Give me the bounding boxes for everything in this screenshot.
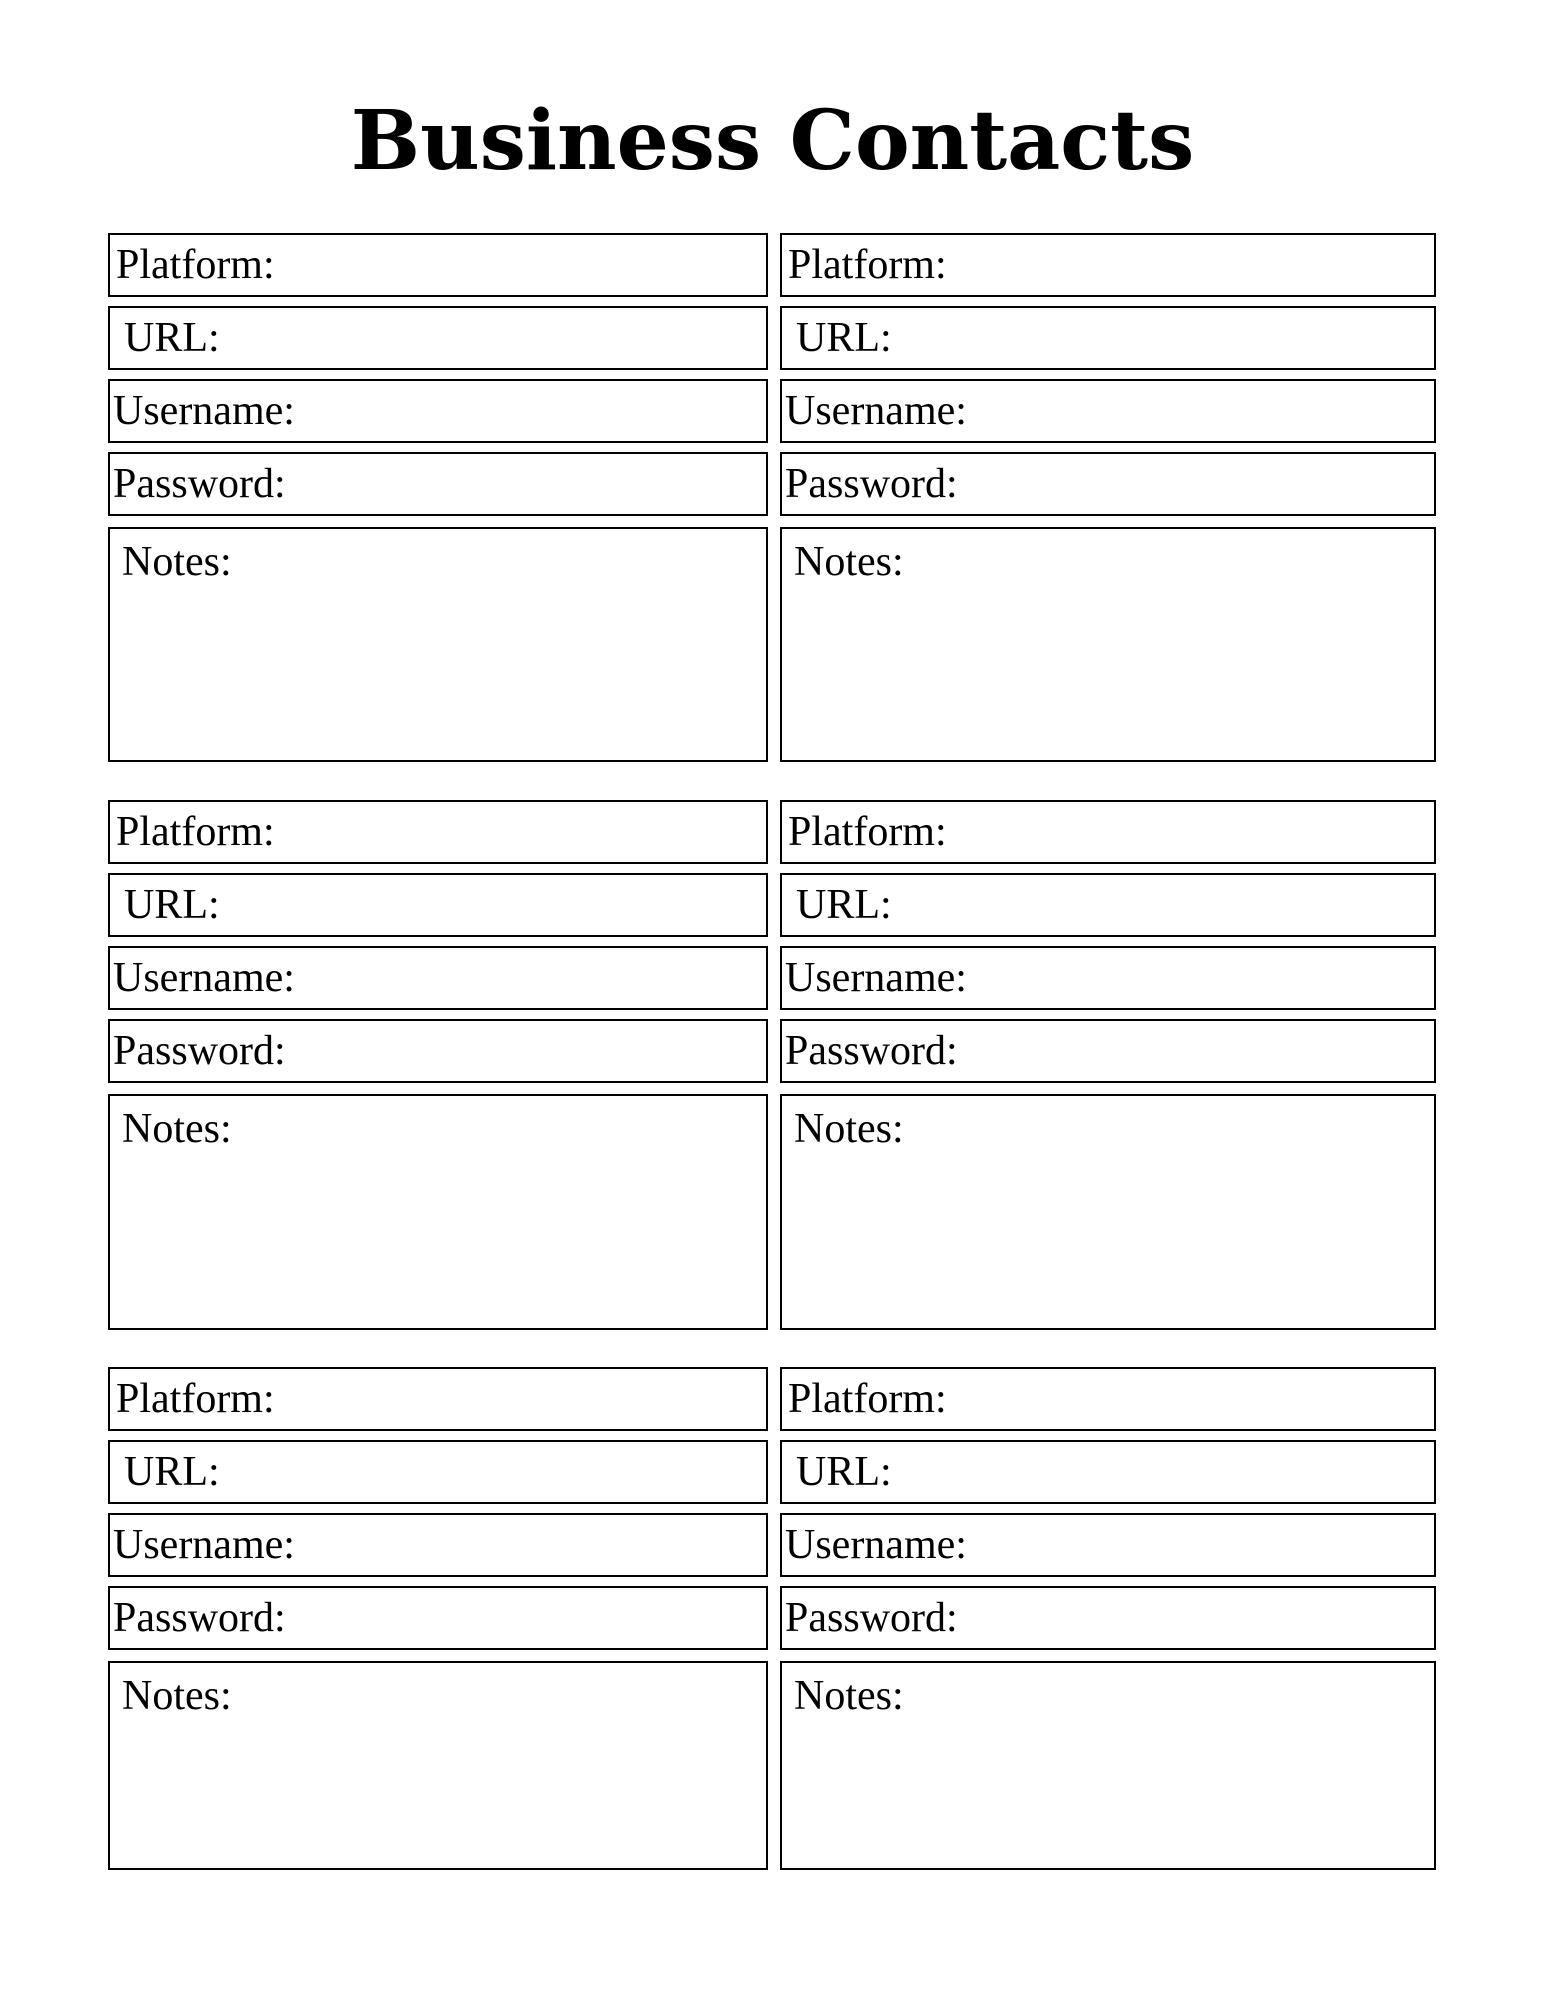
platform-label: Platform: — [788, 809, 947, 855]
password-label: Password: — [785, 1028, 958, 1074]
platform-field[interactable] — [780, 233, 1436, 297]
platform-value[interactable] — [947, 802, 1434, 862]
username-value[interactable] — [295, 948, 766, 1008]
username-value[interactable] — [967, 948, 1434, 1008]
platform-label: Platform: — [116, 1376, 275, 1422]
password-field[interactable] — [108, 1019, 768, 1083]
card-row-1 — [108, 233, 1436, 762]
notes-label: Notes: — [794, 1106, 904, 1152]
url-field[interactable] — [780, 873, 1436, 937]
platform-label: Platform: — [116, 242, 275, 288]
notes-field[interactable] — [780, 1094, 1436, 1330]
contact-card-1 — [108, 233, 768, 762]
platform-field[interactable] — [108, 800, 768, 864]
url-value[interactable] — [220, 308, 766, 368]
platform-value[interactable] — [947, 1369, 1434, 1429]
contact-card-6 — [780, 1367, 1436, 1870]
username-label: Username: — [113, 1522, 295, 1568]
notes-field[interactable] — [780, 527, 1436, 762]
password-field[interactable] — [780, 1019, 1436, 1083]
url-label: URL: — [124, 1449, 220, 1495]
platform-value[interactable] — [275, 235, 766, 295]
notes-field[interactable] — [780, 1661, 1436, 1870]
password-field[interactable] — [780, 1586, 1436, 1650]
notes-value[interactable] — [794, 583, 1434, 760]
url-label: URL: — [796, 1449, 892, 1495]
notes-value[interactable] — [122, 1717, 766, 1868]
username-field[interactable] — [108, 946, 768, 1010]
username-field[interactable] — [780, 379, 1436, 443]
notes-value[interactable] — [122, 583, 766, 760]
password-field[interactable] — [108, 1586, 768, 1650]
notes-label: Notes: — [794, 1673, 904, 1719]
notes-label: Notes: — [122, 1106, 232, 1152]
password-label: Password: — [785, 461, 958, 507]
username-label: Username: — [113, 955, 295, 1001]
url-field[interactable] — [108, 873, 768, 937]
url-value[interactable] — [220, 1442, 766, 1502]
username-value[interactable] — [295, 1515, 766, 1575]
password-value[interactable] — [286, 1021, 766, 1081]
username-label: Username: — [785, 1522, 967, 1568]
url-value[interactable] — [892, 875, 1434, 935]
contact-card-2 — [780, 233, 1436, 762]
url-value[interactable] — [220, 875, 766, 935]
platform-field[interactable] — [108, 1367, 768, 1431]
platform-label: Platform: — [788, 1376, 947, 1422]
notes-label: Notes: — [122, 539, 232, 585]
url-label: URL: — [124, 882, 220, 928]
card-row-3 — [108, 1367, 1436, 1870]
contact-card-4 — [780, 800, 1436, 1330]
notes-label: Notes: — [794, 539, 904, 585]
password-field[interactable] — [780, 452, 1436, 516]
platform-field[interactable] — [108, 233, 768, 297]
notes-label: Notes: — [122, 1673, 232, 1719]
notes-field[interactable] — [108, 527, 768, 762]
password-label: Password: — [113, 1028, 286, 1074]
username-label: Username: — [113, 388, 295, 434]
username-field[interactable] — [780, 1513, 1436, 1577]
url-value[interactable] — [892, 1442, 1434, 1502]
platform-field[interactable] — [780, 1367, 1436, 1431]
url-field[interactable] — [108, 306, 768, 370]
platform-value[interactable] — [947, 235, 1434, 295]
password-label: Password: — [785, 1595, 958, 1641]
platform-label: Platform: — [116, 809, 275, 855]
notes-value[interactable] — [794, 1717, 1434, 1868]
platform-field[interactable] — [780, 800, 1436, 864]
password-value[interactable] — [286, 454, 766, 514]
notes-field[interactable] — [108, 1094, 768, 1330]
username-label: Username: — [785, 388, 967, 434]
url-field[interactable] — [108, 1440, 768, 1504]
username-field[interactable] — [108, 379, 768, 443]
platform-value[interactable] — [275, 802, 766, 862]
username-value[interactable] — [295, 381, 766, 441]
notes-value[interactable] — [794, 1150, 1434, 1328]
url-value[interactable] — [892, 308, 1434, 368]
username-label: Username: — [785, 955, 967, 1001]
password-field[interactable] — [108, 452, 768, 516]
username-field[interactable] — [780, 946, 1436, 1010]
password-label: Password: — [113, 1595, 286, 1641]
page-title: Business Contacts — [350, 93, 1195, 189]
platform-value[interactable] — [275, 1369, 766, 1429]
notes-field[interactable] — [108, 1661, 768, 1870]
url-field[interactable] — [780, 1440, 1436, 1504]
password-value[interactable] — [958, 1588, 1434, 1648]
password-value[interactable] — [286, 1588, 766, 1648]
password-value[interactable] — [958, 1021, 1434, 1081]
platform-label: Platform: — [788, 242, 947, 288]
username-value[interactable] — [967, 1515, 1434, 1575]
url-label: URL: — [124, 315, 220, 361]
url-label: URL: — [796, 315, 892, 361]
contact-card-5 — [108, 1367, 768, 1870]
notes-value[interactable] — [122, 1150, 766, 1328]
password-label: Password: — [113, 461, 286, 507]
contact-card-3 — [108, 800, 768, 1330]
username-field[interactable] — [108, 1513, 768, 1577]
url-field[interactable] — [780, 306, 1436, 370]
username-value[interactable] — [967, 381, 1434, 441]
card-row-2 — [108, 800, 1436, 1330]
url-label: URL: — [796, 882, 892, 928]
password-value[interactable] — [958, 454, 1434, 514]
